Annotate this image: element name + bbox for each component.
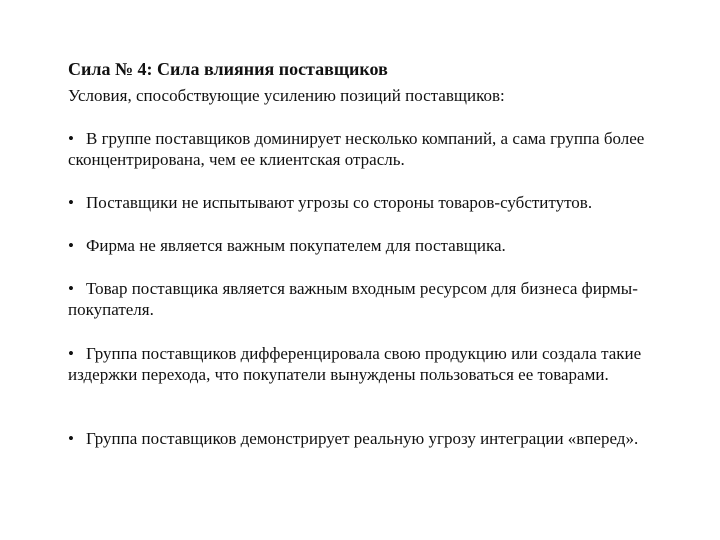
slide-subtitle: Условия, способствующие усилению позиций поставщиков: — [68, 86, 505, 105]
bullet-text: Фирма не является важным покупателем для поставщика. — [86, 236, 506, 255]
bullet-text: Поставщики не испытывают угрозы со стороны товаров-субститутов. — [86, 193, 593, 212]
bullet-text: Группа поставщиков демонстрирует реальную угрозу интеграции «вперед». — [86, 429, 639, 448]
bullet-text: Товар поставщика является важным входным ресурсом для бизнеса фирмы-покупателя. — [68, 279, 638, 319]
bullet-item — [68, 235, 668, 256]
bullet-mark: • — [68, 129, 74, 148]
bullet-item — [68, 278, 668, 320]
bullet-item — [68, 192, 668, 213]
bullet-mark: • — [68, 279, 74, 298]
bullet-mark: • — [68, 344, 74, 363]
slide-title: Сила № 4: Сила влияния поставщиков — [68, 59, 388, 79]
bullet-mark: • — [68, 236, 74, 255]
bullet-item — [68, 128, 668, 170]
slide-content — [68, 58, 668, 448]
bullet-mark: • — [68, 193, 74, 212]
bullet-mark: • — [68, 429, 74, 448]
bullet-text: Группа поставщиков дифференцировала свою продукцию или создала такие издержки перехода, что покупатели вынуждены пользоваться ее товарами. — [68, 344, 642, 384]
bullet-text: В группе поставщиков доминирует несколько компаний, а сама группа более сконцентрирована, чем ее клиентская отрасль. — [68, 129, 645, 169]
bullet-item — [68, 428, 668, 449]
bullet-item — [68, 343, 668, 385]
